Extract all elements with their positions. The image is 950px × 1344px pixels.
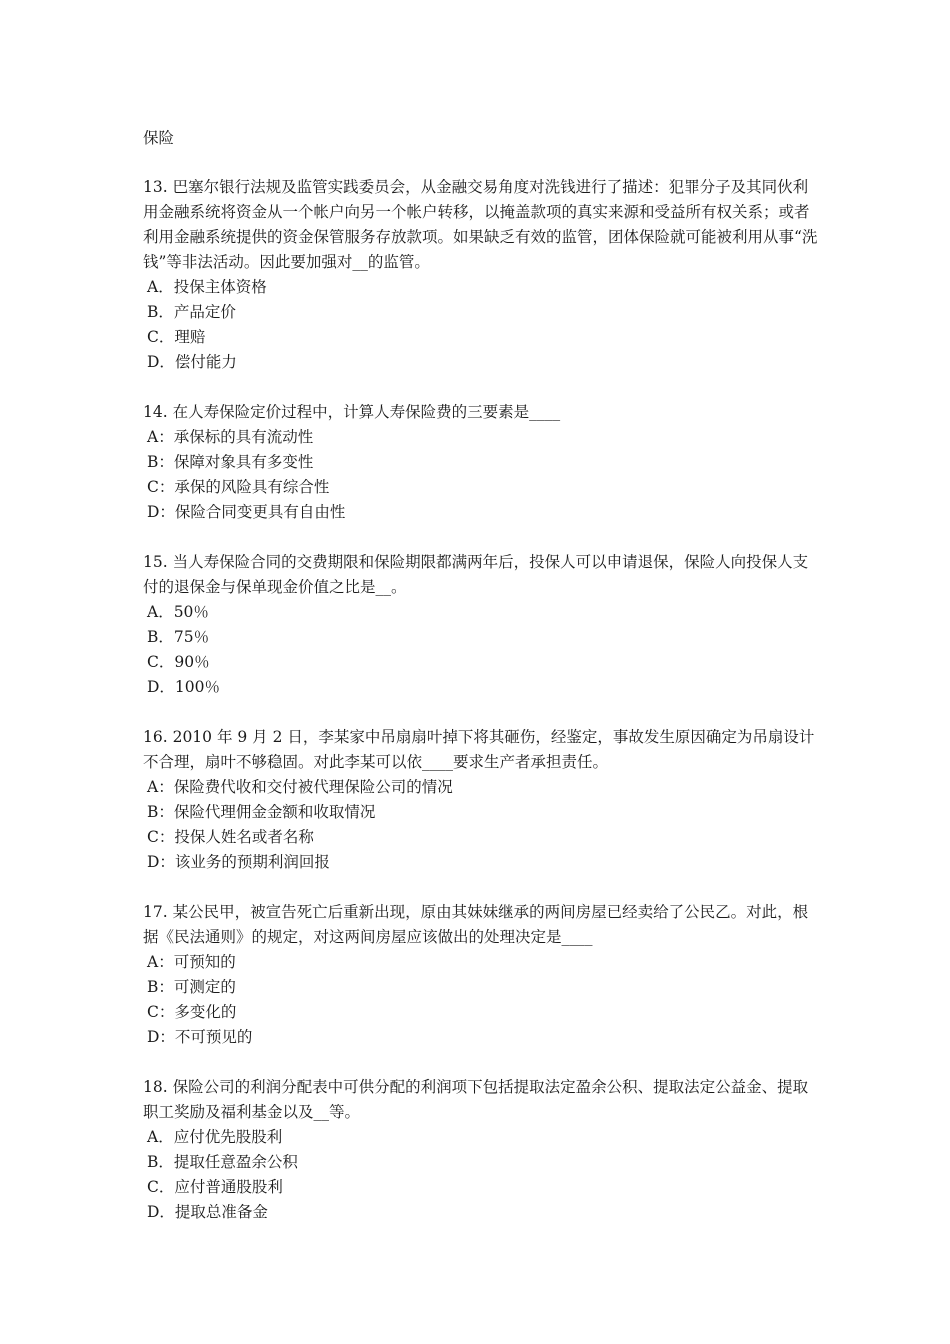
option-list: [143, 950, 823, 1050]
question-stem: 13. 巴塞尔银行法规及监管实践委员会，从金融交易角度对洗钱进行了描述：犯罪分子及其同伙利用金融系统将资金从一个帐户向另一个帐户转移，以掩盖款项的真实来源和受益所有权关系；或者利用金融系统提供的资金保管服务存放款项。如果缺乏有效的监管，团体保险就可能被利用从事“洗钱”等非法活动。因此要加强对__的监管。: [143, 178, 818, 271]
option-c: C．90％: [147, 653, 210, 671]
option-d: D．100％: [147, 678, 221, 696]
previous-question-tail: 保险: [143, 129, 175, 147]
option-d: D：该业务的预期利润回报: [147, 853, 330, 871]
option-b: B．提取任意盈余公积: [147, 1153, 298, 1171]
question-stem: 18. 保险公司的利润分配表中可供分配的利润项下包括提取法定盈余公积、提取法定公益金、提取职工奖励及福利基金以及__等。: [143, 1078, 809, 1121]
question-17: [143, 900, 823, 1050]
option-list: [143, 425, 823, 525]
option-b: B：可测定的: [147, 978, 236, 996]
option-a: A：可预知的: [147, 953, 236, 971]
option-b: B．产品定价: [147, 303, 236, 321]
option-a: A：承保标的具有流动性: [147, 428, 314, 446]
option-b: B：保险代理佣金金额和收取情况: [147, 803, 376, 821]
option-c: C：多变化的: [147, 1003, 237, 1021]
question-16: [143, 725, 823, 875]
question-stem: 17. 某公民甲，被宣告死亡后重新出现，原由其妹妹继承的两间房屋已经卖给了公民乙。对此，根据《民法通则》的规定，对这两间房屋应该做出的处理决定是____: [143, 903, 809, 946]
option-c: C：承保的风险具有综合性: [147, 478, 330, 496]
question-15: [143, 550, 823, 700]
option-d: D：保险合同变更具有自由性: [147, 503, 346, 521]
option-c: C．理赔: [147, 328, 206, 346]
option-list: [143, 600, 823, 700]
option-c: C：投保人姓名或者名称: [147, 828, 314, 846]
option-list: [143, 275, 823, 375]
question-stem: 15. 当人寿保险合同的交费期限和保险期限都满两年后，投保人可以申请退保，保险人向投保人支付的退保金与保单现金价值之比是__。: [143, 553, 809, 596]
question-13: [143, 175, 823, 375]
option-d: D．偿付能力: [147, 353, 237, 371]
document-content: [143, 126, 823, 1250]
option-a: A：保险费代收和交付被代理保险公司的情况: [147, 778, 453, 796]
option-list: [143, 775, 823, 875]
option-b: B．75％: [147, 628, 210, 646]
option-c: C．应付普通股股利: [147, 1178, 283, 1196]
question-18: [143, 1075, 823, 1225]
question-14: [143, 400, 823, 525]
option-d: D．提取总准备金: [147, 1203, 268, 1221]
option-a: A．应付优先股股利: [147, 1128, 283, 1146]
option-b: B：保障对象具有多变性: [147, 453, 314, 471]
option-d: D：不可预见的: [147, 1028, 253, 1046]
option-list: [143, 1125, 823, 1225]
option-a: A．投保主体资格: [147, 278, 267, 296]
option-a: A．50％: [147, 603, 209, 621]
question-stem: 16. 2010 年 9 月 2 日，李某家中吊扇扇叶掉下将其砸伤，经鉴定，事故发生原因确定为吊扇设计不合理，扇叶不够稳固。对此李某可以依____要求生产者承担责任。: [143, 728, 815, 771]
question-stem: 14. 在人寿保险定价过程中，计算人寿保险费的三要素是____: [143, 403, 561, 421]
